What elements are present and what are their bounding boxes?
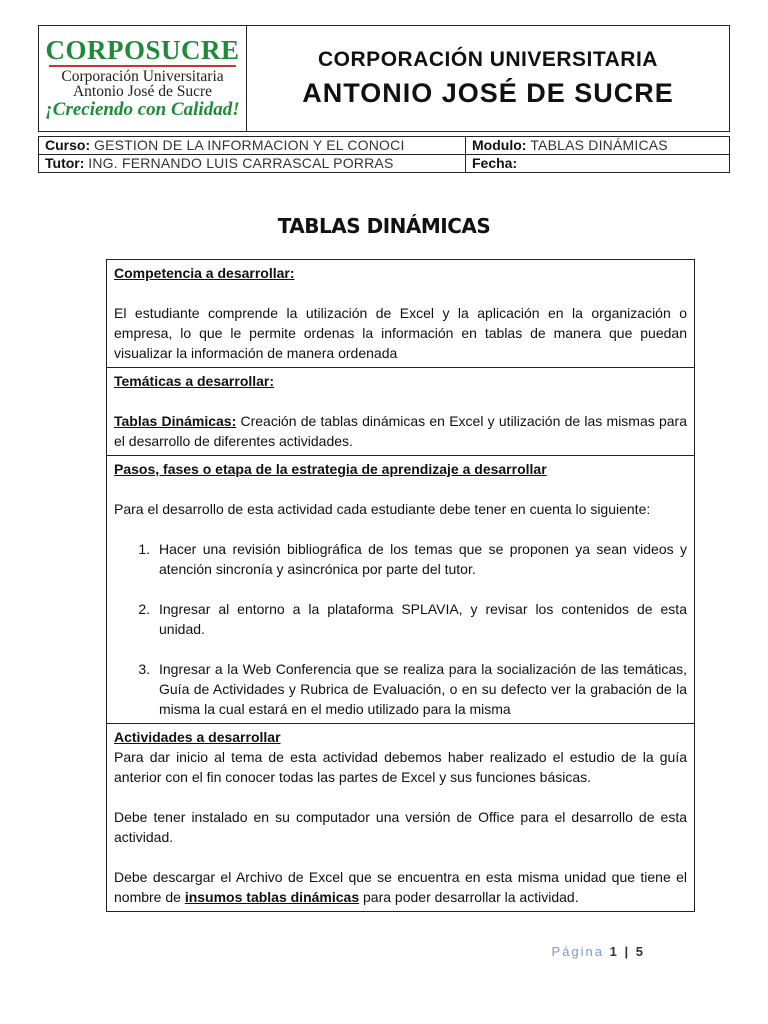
tematicas-text: Creación de tablas dinámicas en Excel y utilización de las mismas para el desarrollo de diferentes actividades. [114, 413, 687, 449]
logo-divider [49, 65, 236, 67]
actividades-p3-after: para poder desarrollar la actividad. [359, 889, 579, 905]
modulo-value: TABLAS DINÁMICAS [530, 137, 668, 153]
tutor-label: Tutor: [45, 155, 85, 171]
pasos-list [114, 539, 687, 719]
logo-line-2: Antonio José de Sucre [72, 83, 213, 100]
pasos-section [107, 456, 695, 724]
tematicas-section [107, 368, 695, 456]
list-item [114, 539, 687, 579]
document-header [38, 25, 730, 132]
actividades-p3-before: Debe descargar el Archivo de Excel que se encuentra en esta misma unidad que tiene el nombre de [114, 869, 687, 905]
actividades-heading: Actividades a desarrollar [114, 729, 281, 745]
list-item-number: 3. [138, 661, 150, 677]
actividades-paragraph-3 [114, 867, 687, 907]
actividades-paragraph-2: Debe tener instalado en su computador una versión de Office para el desarrollo de esta actividad. [114, 809, 687, 845]
tematicas-heading: Temáticas a desarrollar: [114, 373, 275, 389]
competencia-heading: Competencia a desarrollar: [114, 265, 295, 281]
insumos-file-name: insumos tablas dinámicas [184, 889, 360, 905]
curso-label: Curso: [45, 137, 91, 153]
tutor-cell [39, 155, 466, 173]
list-item-text: Hacer una revisión bibliográfica de los temas que se proponen ya sean videos y atención sincronía y asincrónica por parte del tutor. [159, 541, 687, 577]
tematicas-body [114, 411, 687, 451]
tematicas-lead: Tablas Dinámicas: [114, 413, 237, 429]
logo [39, 26, 247, 132]
tutor-value: ING. FERNANDO LUIS CARRASCAL PORRAS [88, 155, 394, 171]
modulo-cell [466, 137, 730, 155]
guide-content-table [106, 259, 695, 912]
logo-line-1: Corporación Universitaria [61, 68, 224, 85]
modulo-label: Modulo: [472, 137, 527, 153]
pasos-heading: Pasos, fases o etapa de la estrategia de aprendizaje a desarrollar [114, 461, 547, 477]
list-item-number: 2. [138, 601, 150, 617]
list-item-number: 1. [138, 541, 150, 557]
page-word: Página [551, 944, 605, 959]
list-item-text: Ingresar al entorno a la plataforma SPLAVIA, y revisar los contenidos de esta unidad. [159, 601, 687, 637]
list-item [114, 659, 687, 719]
actividades-paragraph-1: Para dar inicio al tema de esta actividad debemos haber realizado el estudio de la guía anterior con el fin conocer todas las partes de Excel y sus funciones básicas. [114, 749, 687, 785]
curso-cell [39, 137, 466, 155]
institution-title-line-2: ANTONIO JOSÉ DE SUCRE [302, 78, 674, 108]
institution-title-line-1: CORPORACIÓN UNIVERSITARIA [318, 48, 658, 71]
page-total: 5 [635, 944, 645, 959]
course-info-table [38, 136, 730, 173]
pasos-intro: Para el desarrollo de esta actividad cada estudiante debe tener en cuenta lo siguiente: [114, 501, 651, 517]
page-number: 1 [609, 944, 619, 959]
page-separator: | [624, 944, 631, 959]
competencia-body: El estudiante comprende la utilización de Excel y la aplicación en la organización o empresa, lo que le permite ordenas la información en tablas de manera que puedan visualizar la información de manera ordenada [114, 305, 687, 361]
curso-value: GESTION DE LA INFORMACION Y EL CONOCI [94, 137, 405, 153]
institution-title [247, 26, 730, 132]
page-footer [552, 944, 645, 959]
logo-name: CORPOSUCRE [45, 35, 240, 65]
logo-slogan: ¡Creciendo con Calidad! [45, 99, 240, 120]
actividades-section [107, 724, 695, 912]
competencia-section [107, 260, 695, 368]
document-title: TABLAS DINÁMICAS [277, 214, 491, 238]
list-item-text: Ingresar a la Web Conferencia que se realiza para la socialización de las temáticas, Guía de Actividades y Rubrica de Evaluación, o en su defecto ver la grabación de la misma la cual estará en el medio utilizado para la misma [159, 661, 687, 717]
fecha-label: Fecha: [472, 155, 518, 171]
fecha-cell [466, 155, 730, 173]
list-item [114, 599, 687, 639]
